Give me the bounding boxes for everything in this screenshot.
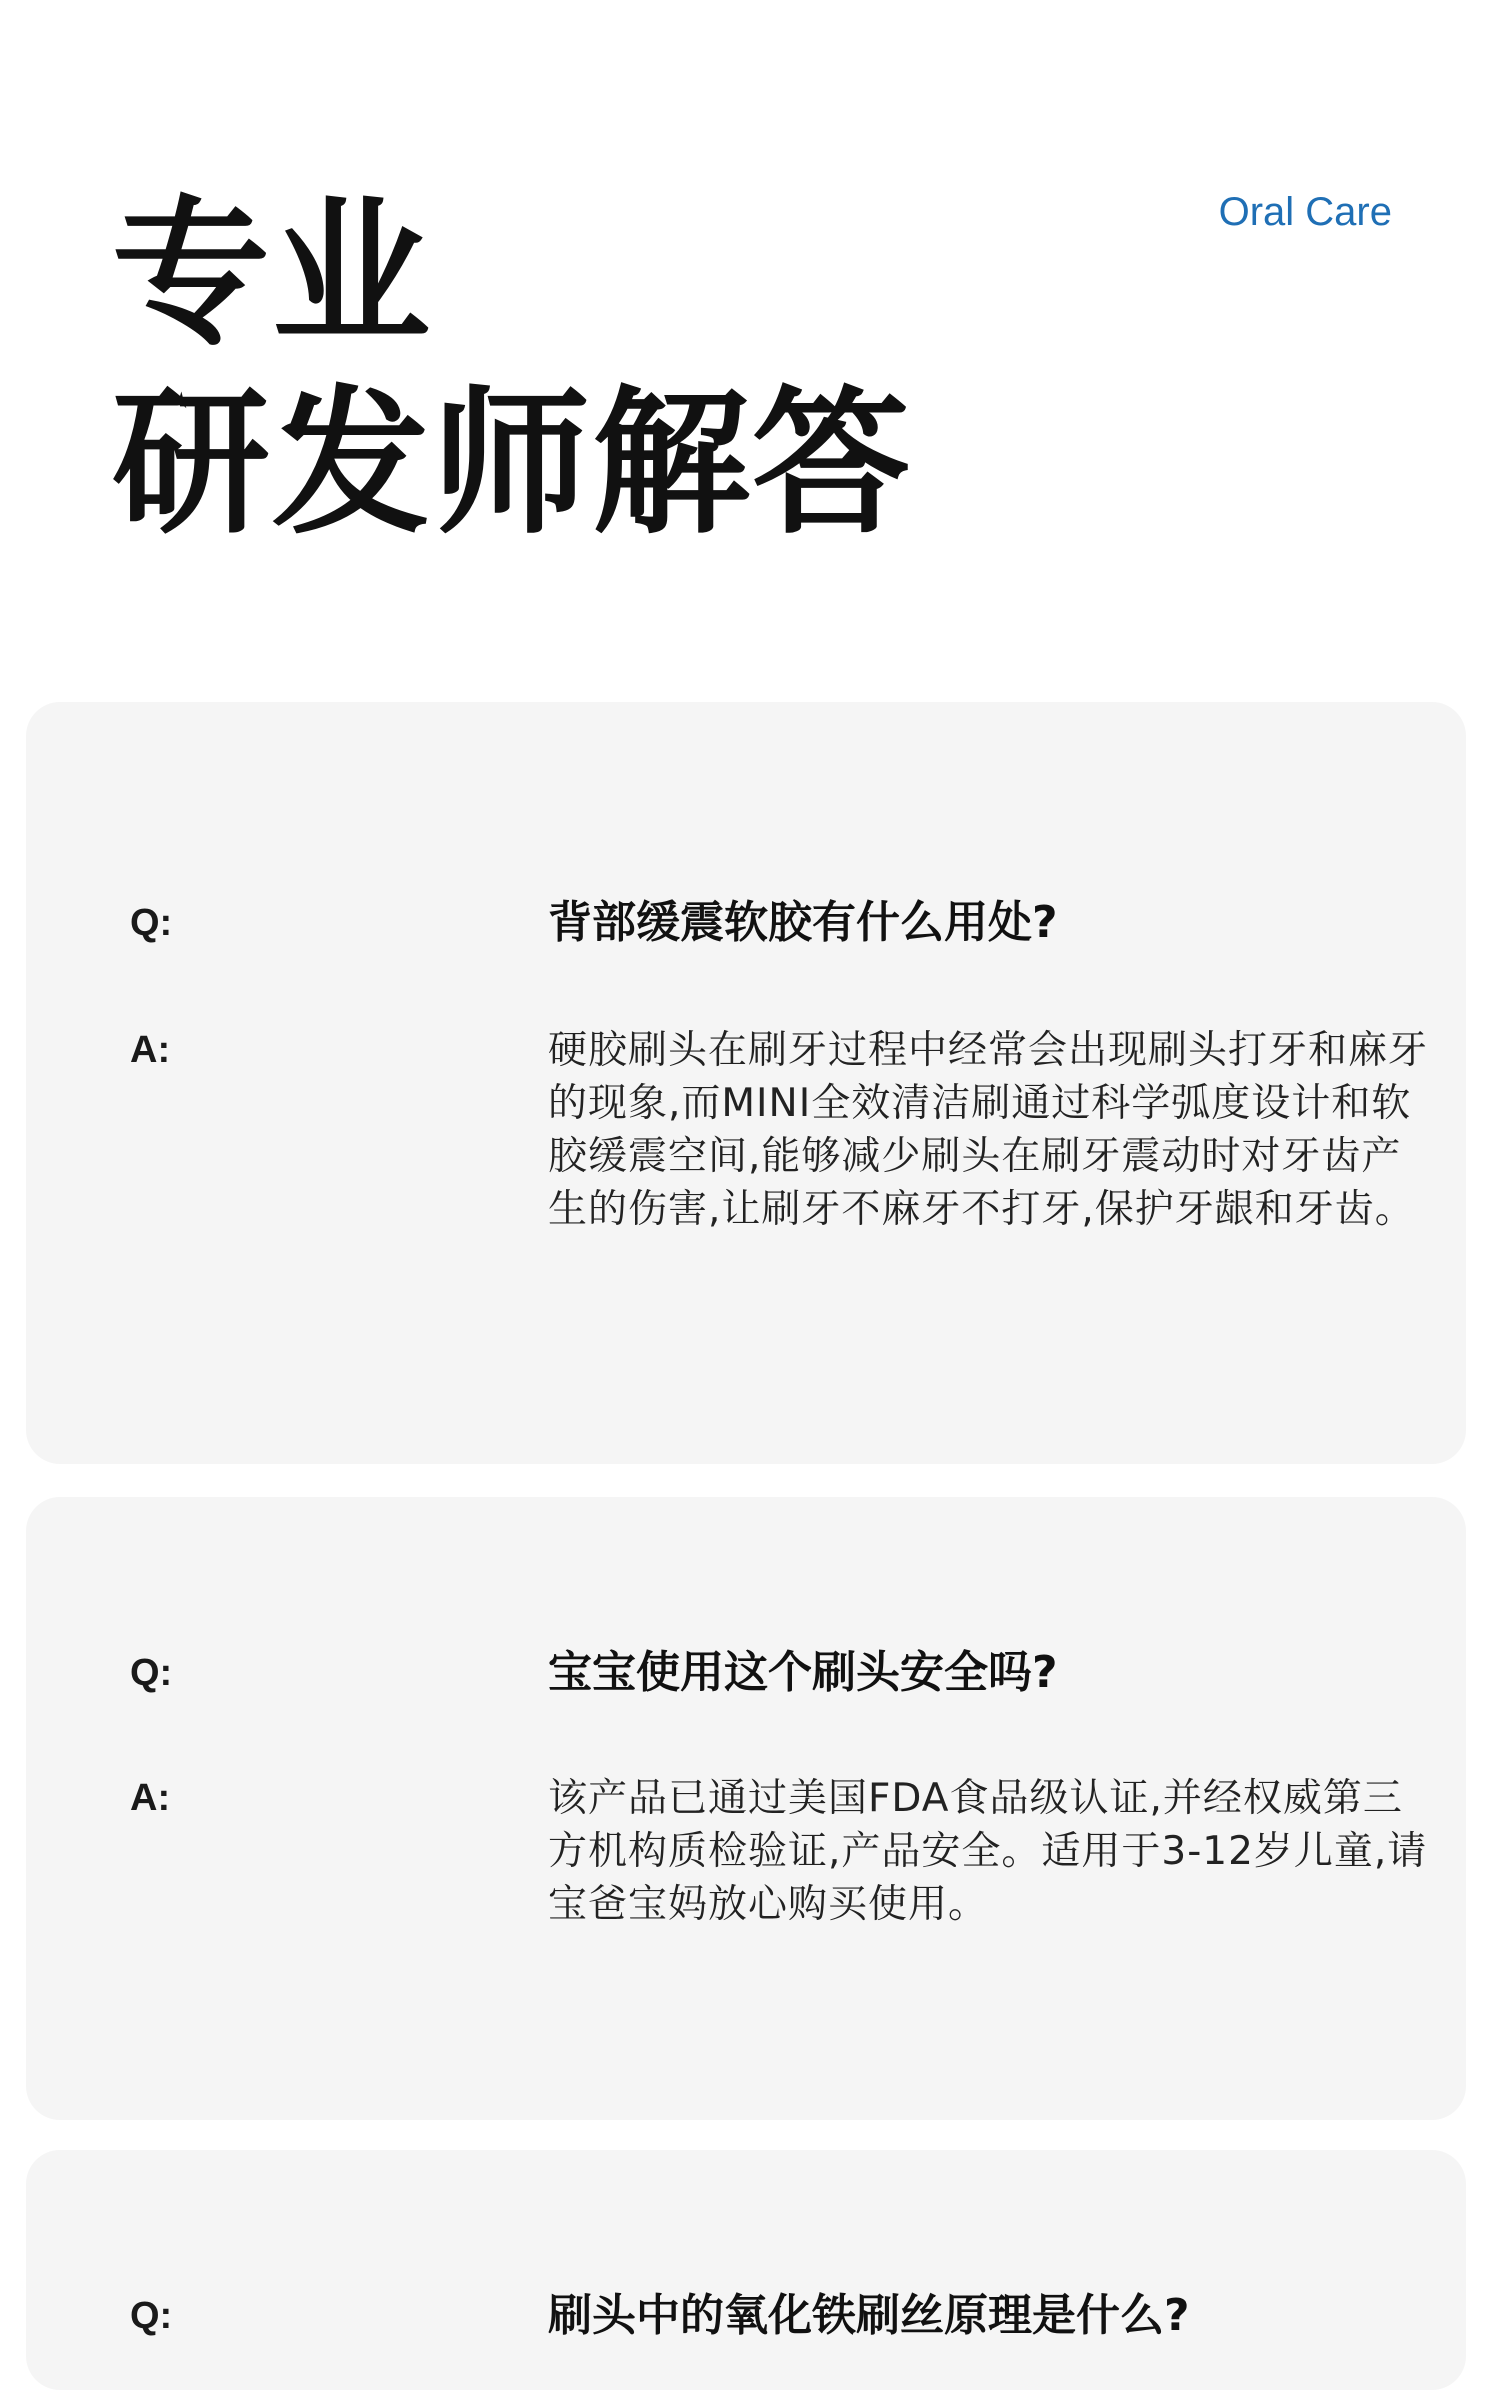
question-text: 背部缓震软胶有什么用处? [548,897,1058,948]
question-label: Q: [130,2295,173,2337]
page-header [0,0,1500,690]
faq-card [26,702,1466,1464]
faq-card [26,2150,1466,2390]
question-label: Q: [130,1652,173,1694]
answer-label: A: [130,1777,171,1819]
question-text: 刷头中的氧化铁刷丝原理是什么? [548,2290,1190,2341]
answer-text: 该产品已通过美国FDA食品级认证,并经权威第三方机构质检验证,产品安全。适用于3-12岁儿童,请宝爸宝妈放心购买使用。 [548,1776,1428,1927]
page-title-line-1: 专业 [112,182,432,366]
question-text: 宝宝使用这个刷头安全吗? [548,1647,1058,1698]
answer-label: A: [130,1029,171,1071]
faq-card [26,1497,1466,2120]
question-label: Q: [130,902,173,944]
page-title-line-2: 研发师解答 [112,372,912,556]
brand-tag: Oral Care [1218,190,1392,234]
answer-text: 硬胶刷头在刷牙过程中经常会出现刷头打牙和麻牙的现象,而MINI全效清洁刷通过科学弧度设计和软胶缓震空间,能够减少刷头在刷牙震动时对牙齿产生的伤害,让刷牙不麻牙不打牙,保护牙龈和牙齿。 [548,1028,1429,1232]
